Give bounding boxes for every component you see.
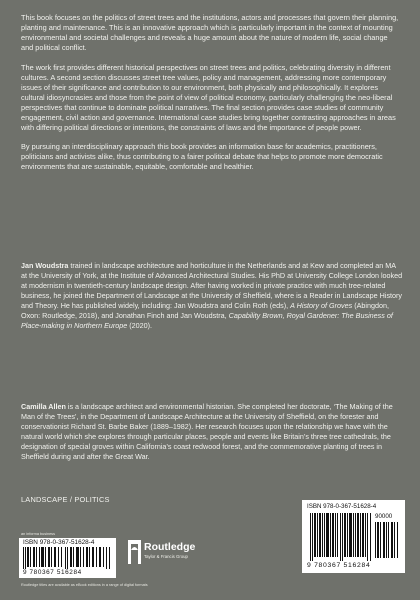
bio-text: (2020).	[127, 320, 153, 330]
barcode-icon	[310, 513, 372, 561]
addon-barcode-icon	[375, 522, 399, 558]
book-title: A History of Groves	[290, 300, 353, 310]
publisher-group: Taylor & Francis Group	[144, 554, 188, 559]
bio-text: is a landscape architect and environmental historian. She completed her doctorate, ‘The Making of the Man of the Trees’, in the Department of Landscape Architecture at the University of Sheffield, on the forester and conservationist Richard St. Barbe Baker (1889–1982). Her research focuses upon the relationship we have with the natural world which she explores through particular places, people and events like Britain’s three tree cathedrals, the designation of special groves within California’s coast redwood forest, and the commemorative planting of trees in Sheffield during and after the Great War.	[21, 402, 393, 461]
description-paragraph-1: This book focuses on the politics of street trees and the institutions, actors and processes that govern their planning, planting and maintenance. This is an innovative approach which is particularly important in the context of mounting environmental and societal challenges and reveals a huge amount about the nature of modern life, social change and political conflict.	[21, 13, 399, 52]
publisher-logo	[128, 540, 208, 566]
isbn-barcode-small	[19, 538, 116, 578]
book-title: Capability Brown, Royal Gardener: The Business of Place-making in Northern Europe	[21, 310, 393, 330]
subject-category: LANDSCAPE / POLITICS	[21, 495, 110, 504]
isbn-label: ISBN 978-0-367-51628-4	[23, 539, 95, 546]
publisher-name: Routledge	[144, 541, 196, 553]
barcode-digits: 9 780367 516284	[23, 569, 82, 576]
routledge-door-logo-icon	[128, 540, 141, 564]
isbn-label: ISBN 978-0-367-51628-4	[307, 503, 377, 510]
bio-text: trained in landscape architecture and horticulture in the Netherlands and at Kew and completed an MA at the University of York, at the Institute of Advanced Architectural Studies. His PhD at University College London looked at modernism in twentieth-century landscape design. After having worked in private practice with much tree-related business, he joined the Department of Landscape at the University of Sheffield, where is a Reader in Landscape History and Theory. He has published widely, including: Jan Woudstra and Colin Roth (eds),	[21, 261, 403, 310]
informa-tagline: an informa business	[21, 532, 55, 536]
barcode-icon	[23, 547, 111, 569]
author-bio-allen	[21, 402, 403, 462]
isbn-barcode-main	[302, 500, 405, 573]
ebook-footnote: Routledge titles are available as eBook editions in a range of digital formats	[21, 583, 148, 587]
description-paragraph-2: The work first provides different historical perspectives on street trees and politics, celebrating diversity in different cultures. A second section discusses street tree values, policy and management, addressing more contemporary issues of their significance and contribution to our environment, both physically and philosophically. It explores cultural idiosyncrasies and those from the point of view of political economy, particularly challenging the neo-liberal perspectives that continue to dominate political narratives. The final section provides case studies of community engagement, civil action and governance. International case studies bring together contrasting approaches in areas with differing political directions or intentions, the constraints of laws and the importance of people power.	[21, 62, 396, 132]
author-name: Camilla Allen	[21, 402, 66, 411]
author-bio-woudstra	[21, 261, 403, 331]
author-name: Jan Woudstra	[21, 261, 69, 270]
barcode-addon-code: 90000	[375, 513, 393, 520]
bio-text: (Abingdon, Oxon: Routledge, 2018), and Jonathan Finch and Jan Woudstra,	[21, 300, 389, 320]
book-description	[21, 13, 401, 182]
barcode-digits: 9 780367 516284	[307, 562, 371, 569]
description-paragraph-3: By pursuing an interdisciplinary approach this book provides an information base for academics, practitioners, politicians and activists alike, thus contributing to a fairer political debate that helps to promote more democratic environments that are sustainable, equitable, comfortable and healthier.	[21, 142, 383, 172]
